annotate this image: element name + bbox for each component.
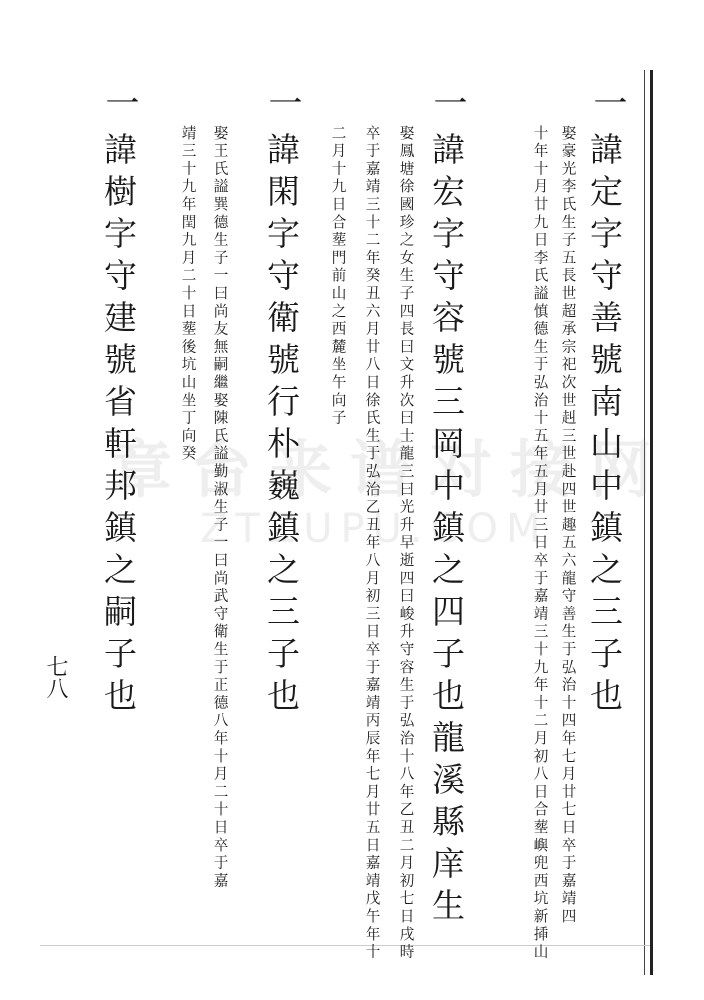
page-number: 七八 (43, 655, 68, 699)
entry-heading: 諱閑字守衛號行朴巍鎮之三子也 (262, 132, 301, 720)
page-bottom-line (40, 945, 650, 946)
entry-note: 娶鳳塘徐國珍之女生子四長曰文升次曰士龍三曰光升早逝四曰峻升守容生于弘治十八年乙丑二月初七日戌時 (397, 125, 415, 962)
watermark-text: 章台来谱对接网 (110, 433, 671, 506)
page-border-right (650, 70, 653, 975)
entry-marker: 一 (427, 85, 467, 119)
entry-marker: 一 (262, 85, 302, 119)
entry-note: 靖三十九年閏九月二十日塟後坑山坐丁向癸 (179, 125, 197, 464)
entry-note: 娶豪光李氏生子五長世超承宗祀次世赳三世赴四世趣五六龍守善生于弘治十四年七月廿七日卒于嘉靖四 (559, 125, 577, 926)
entry-heading: 諱樹字守建號省軒邦鎮之嗣子也 (99, 132, 138, 720)
entry-marker: 一 (99, 85, 139, 119)
entry-note: 娶王氏謚巽德生子一曰尚友無嗣繼娶陳氏謚勤淑生子一曰尚武守衛生于正德八年十月二十日卒于嘉 (211, 125, 229, 891)
entry-note: 十年十月廿九日李氏謚慎德生于弘治十五年五月廿三日卒于嘉靖三十九年十二月初八日合塟嶼兜西坑新揷山 (531, 125, 549, 962)
watermark-url: ZTZUPU.COM (200, 506, 549, 552)
entry-heading: 諱定字守善號南山中鎮之三子也 (585, 132, 624, 720)
page-border-inner-line (644, 70, 645, 975)
entry-note: 卒于嘉靖三十二年癸丑六月廿八日徐氏生于弘治乙丑年八月初三日卒于嘉靖丙辰年七月廿五日嘉靖戊午年十 (363, 125, 381, 962)
entry-heading: 諱宏字守容號三岡中鎮之四子也龍溪縣庠生 (427, 132, 466, 930)
entry-note: 二月十九日合塟門前山之西麓坐午向子 (329, 125, 347, 428)
entry-marker: 一 (587, 85, 627, 119)
